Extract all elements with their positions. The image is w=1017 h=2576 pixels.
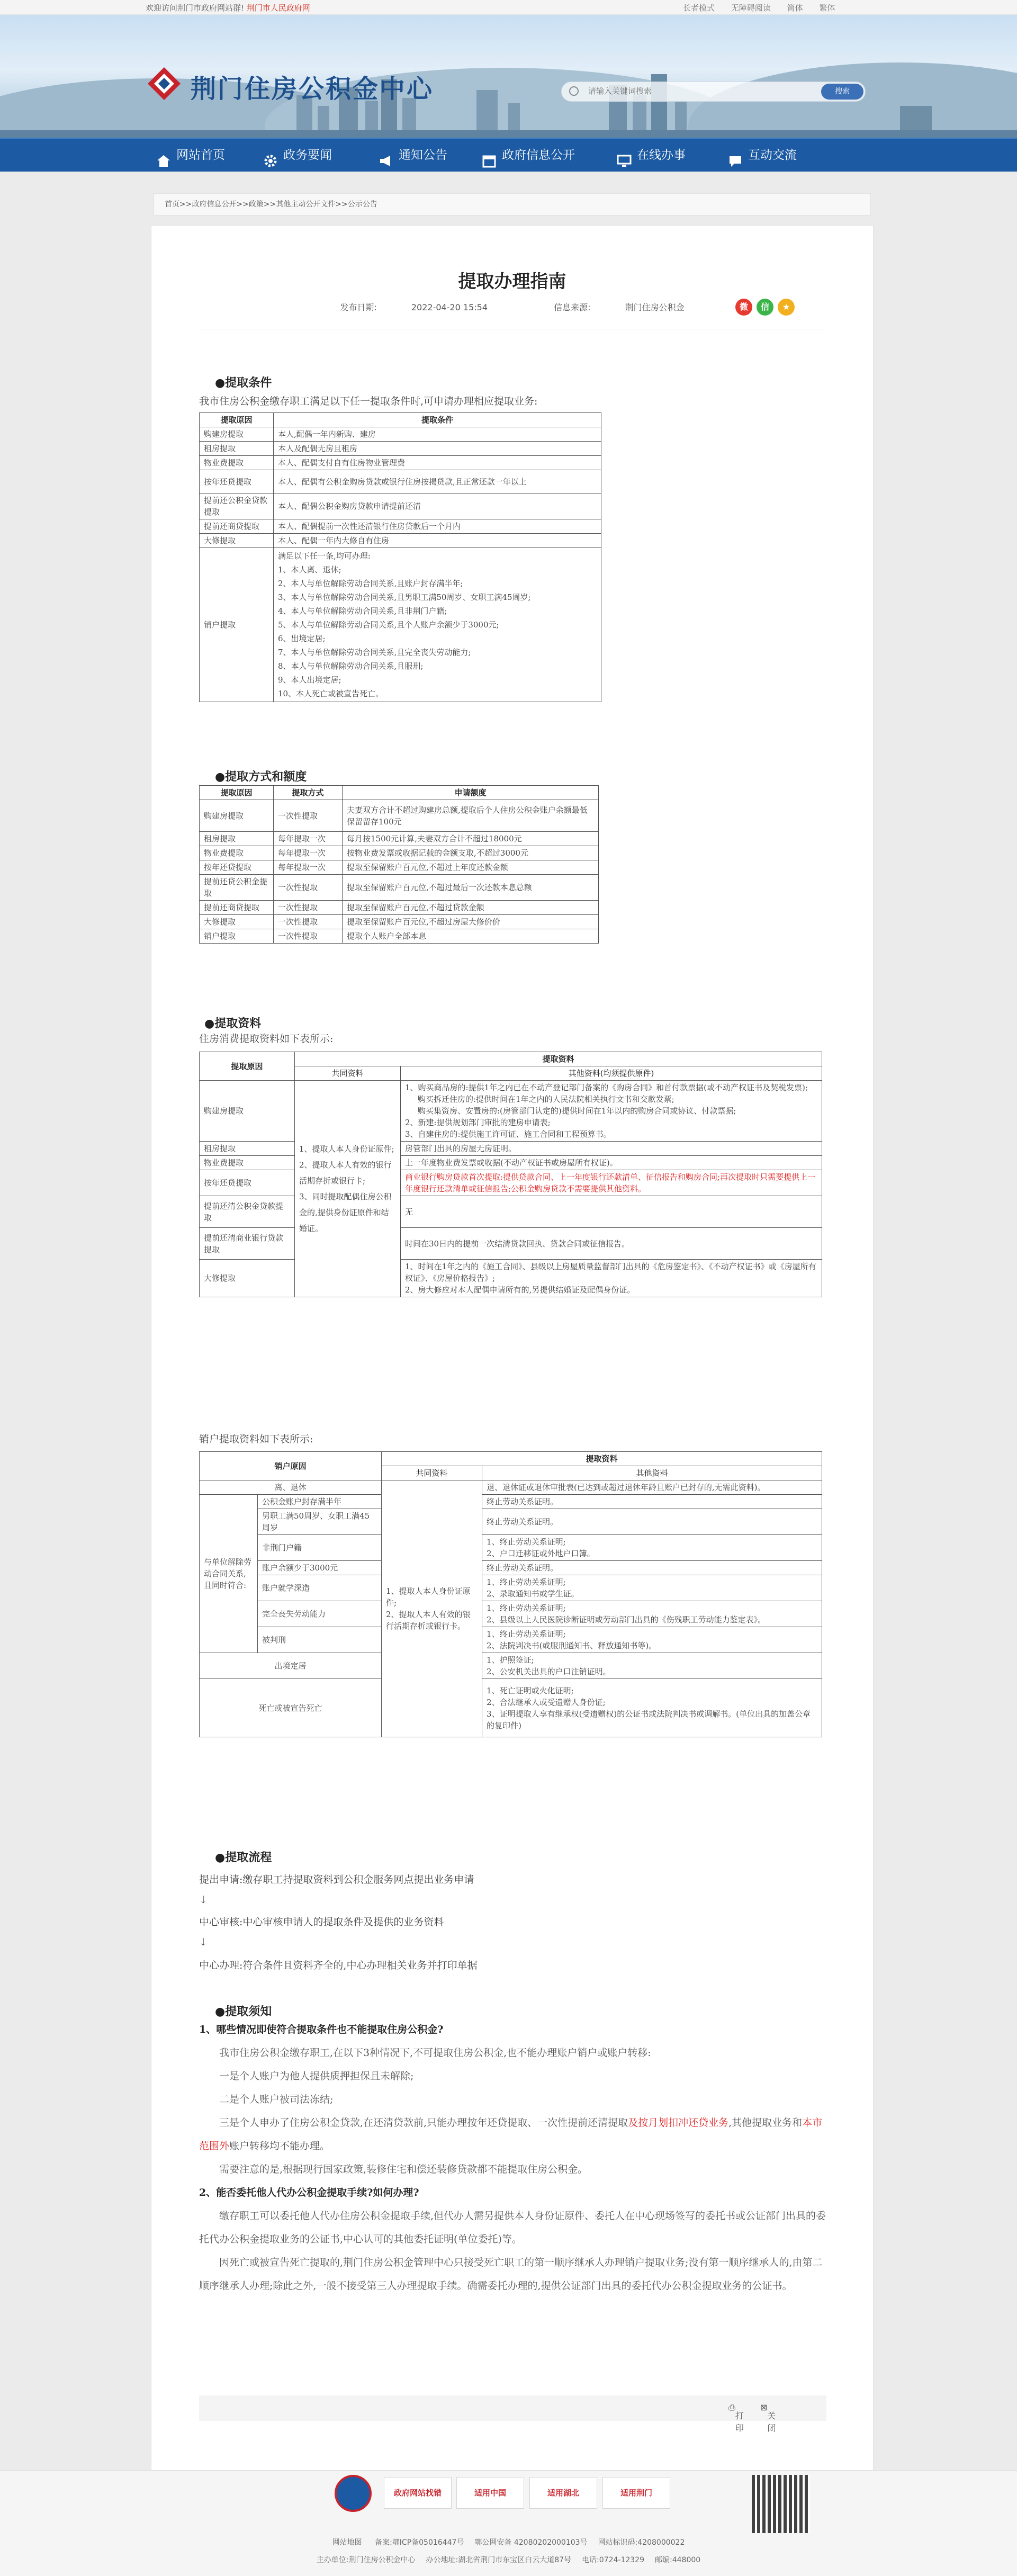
other-materials <box>401 1142 822 1156</box>
method-cell: 一次性提取 <box>274 800 343 832</box>
method-cell: 按年还贷提取 <box>200 860 274 875</box>
emblem-icon <box>146 65 183 102</box>
suit-china-badge[interactable]: 适用中国 <box>456 2477 524 2509</box>
closing-reason: 非荆门户籍 <box>258 1535 382 1561</box>
page-title: 提取办理指南 <box>458 271 566 292</box>
megaphone-icon <box>379 148 393 161</box>
closing-intro: 销户提取资料如下表所示: <box>199 1433 313 1445</box>
section-conditions-heading: ●提取条件 <box>215 376 272 390</box>
other-materials <box>482 1509 822 1535</box>
gov-site-error-badge[interactable]: 政府网站找错 <box>384 2477 452 2509</box>
table-row <box>200 470 601 493</box>
nav-interaction[interactable]: 互动交流 <box>728 139 797 172</box>
table-row <box>200 1170 822 1196</box>
material-item: 终止劳动关系证明。 <box>487 1497 559 1506</box>
material-item: 时间在30日内的提前一次结清贷款回执、贷款合同或征信报告。 <box>405 1238 630 1249</box>
condition-item: 1、本人离、退休; <box>278 565 341 575</box>
section-methods-heading: ●提取方式和额度 <box>215 770 307 784</box>
other-materials <box>482 1575 822 1601</box>
closing-table: 销户原因 提取资料 共同资料 其他资料 离、退休 1、提取人本人身份证原件; 2、提取人本人有效的银行活期存折或银行卡。 退、退休证或退休审批表(已达到或超过退休年龄且账户已封存的,无需此资料)。 与单位解除劳动合同关系,且同时符合: 公积金账户封存满半年 终止劳动关系证明。 男职工满50周岁、女职工满45周岁 终止劳动关系证明。 非荆门户籍 1、终止劳动关系证明; 2、户口迁移证或外地户口簿。 账户余额少于3000元 终止劳动关系证明。 账户就学深造 1、终止劳动关系证明; 2、录取通知书或学生证。 完全丧失劳动能力 1、终止劳动关系证明; 2、县级以上人民医院诊断证明或劳动部门出具的《伤残职工劳动能力鉴定表》。 被判刑 1、终止劳动关系证明; 2、法院判决书(或服刑通知书、释放通知书等)。 出境定居 1、护照签证; 2、公安机关出具的户口注销证明。 死亡或被宣告死亡 1、死亡证明或火化证明; 2、合法继承人或受遗赠人身份证; 3、证明提取人享有继承权(受遗赠权)的公证书或法院判决书或调解书。(单位出具的加盖公章的复印件) <box>199 1451 822 1737</box>
condition-text: 本人、配偶一年内大修自有住房 <box>274 534 601 548</box>
closing-reason: 完全丧失劳动能力 <box>258 1601 382 1627</box>
table-row <box>200 1081 822 1142</box>
method-cell: 一次性提取 <box>274 875 343 901</box>
traditional-link[interactable]: 繁体 <box>819 3 835 13</box>
other-materials <box>482 1561 822 1575</box>
table-row <box>200 1509 822 1535</box>
favorite-star-icon[interactable]: ★ <box>778 299 795 316</box>
method-cell: 夫妻双方合计不超过购建房总额,提取后个人住房公积金账户余额最低保留留存100元 <box>343 800 599 832</box>
section-process-heading: ●提取流程 <box>215 1851 272 1864</box>
other-materials <box>482 1535 822 1561</box>
material-reason: 购建房提取 <box>200 1081 295 1142</box>
condition-reason: 按年还贷提取 <box>200 470 274 493</box>
material-item: 2、公安机关出具的户口注销证明。 <box>487 1667 611 1676</box>
material-item: 1、死亡证明或火化证明; <box>487 1685 574 1695</box>
closing-reason: 账户余额少于3000元 <box>258 1561 382 1575</box>
monitor-icon <box>617 148 632 161</box>
table-row <box>200 442 601 456</box>
wechat-share-icon[interactable]: 信 <box>757 299 773 316</box>
table-row <box>200 548 601 702</box>
header-banner <box>0 15 1017 138</box>
condition-text: 本人、配偶支付自有住房物业管理费 <box>274 456 601 470</box>
weibo-share-icon[interactable]: 微 <box>735 299 752 316</box>
method-cell: 每年提取一次 <box>274 860 343 875</box>
table-row <box>200 846 599 860</box>
common-materials <box>382 1480 482 1737</box>
method-cell: 销户提取 <box>200 929 274 944</box>
table-row <box>200 1561 822 1575</box>
note-paragraph: 二是个人账户被司法冻结; <box>219 2094 334 2105</box>
material-item: 2、户口迁移证或外地户口簿。 <box>487 1549 595 1558</box>
table-row <box>200 832 599 846</box>
table-row <box>200 915 599 929</box>
method-cell: 提取至保留账户百元位,不超过上年度还款金额 <box>343 860 599 875</box>
table-row <box>200 534 601 548</box>
section-materials-heading: ●提取资料 <box>204 1017 262 1030</box>
table-row <box>200 1495 822 1509</box>
material-item: 1、护照签证; <box>487 1655 534 1665</box>
close-button[interactable]: ⊠ 关闭 <box>760 2402 776 2433</box>
common-item: 1、提取人本人身份证原件; <box>299 1144 394 1154</box>
condition-item: 9、本人出境定居; <box>278 675 341 685</box>
note-paragraph: 我市住房公积金缴存职工,在以下3种情况下,不可提取住房公积金,也不能办理账户销户或账户转移: <box>219 2047 651 2059</box>
footer-line-2: 主办单位:荆门住房公积金中心 办公地址:湖北省荆门市东宝区白云大道87号 电话:0724-12329 邮编:448000 <box>316 2556 701 2564</box>
sitemap-link[interactable]: 网站地图 <box>332 2538 362 2547</box>
conditions-intro: 我市住房公积金缴存职工满足以下任一提取条件时,可申请办理相应提取业务: <box>199 396 538 407</box>
process-arrow-2: ↓ <box>199 1936 208 1948</box>
search-button[interactable]: 搜索 <box>821 84 863 100</box>
material-item: 3、自建住房的:提供施工许可证、施工合同和工程预算书。 <box>405 1129 611 1139</box>
search-icon <box>569 86 579 96</box>
common-item: 1、提取人本人身份证原件; <box>386 1586 471 1608</box>
process-step-2: 中心审核:中心审核申请人的提取条件及提供的业务资料 <box>199 1916 444 1928</box>
table-row <box>200 929 599 944</box>
note-question-1: 1、哪些情况即使符合提取条件也不能提取住房公积金? <box>199 2024 444 2035</box>
common-item: 2、提取人本人有效的银行活期存折或银行卡。 <box>386 1610 471 1631</box>
table-row <box>200 1653 822 1679</box>
other-materials <box>401 1170 822 1196</box>
condition-item: 4、本人与单位解除劳动合同关系,且非荆门户籍; <box>278 606 447 616</box>
elder-mode-link[interactable]: 长者模式 <box>683 3 715 13</box>
material-reason: 按年还贷提取 <box>200 1170 295 1196</box>
material-reason: 提前还清商业银行贷款提取 <box>200 1228 295 1260</box>
material-item: 终止劳动关系证明。 <box>487 1563 559 1573</box>
notes-body <box>199 2018 826 2297</box>
simplified-link[interactable]: 简体 <box>787 3 803 13</box>
materials-table: 提取原因 提取资料 共同资料 其他资料(均须提供原件) 购建房提取 1、提取人本人身份证原件; 2、提取人本人有效的银行活期存折或银行卡; 3、同时提取配偶住房公积金的,提供身份证原件和结婚证。 1、购买商品房的:提供1年之内已在不动产登记部门备案的《购房合同》和首付款票据(或不动产权证书及契税发票); 购买拆迁住房的:提供时间在1年之内的人民法院相关执行文书和交款发票; 购买集资房、安置房的:(房管部门认定的)提供时间在1年以内的购房合同或协议、付款票据; 2、新建:提供规划部门审批的建房申请表; 3、自建住房的:提供施工许可证、施工合同和工程预算书。 租房提取 房管部门出具的房屋无房证明。 物业费提取 上一年度物业费发票或收据(不动产权证书或房屋所有权证)。 按年还贷提取 商业银行购房贷款首次提取:提供贷款合同、上一年度银行还款清单、征信报告和购房合同;再次提取时只需要提供上一年度银行还款清单或征信报告;公积金购房贷款不需要提供其他资料。 提前还清公积金贷款提取 无 提前还清商业银行贷款提取 时间在30日内的提前一次结清贷款回执、贷款合同或征信报告。 大修提取 1、时间在1年之内的《施工合同》、县级以上房屋质量监督部门出具的《危房鉴定书》、《不动产权证书》或《房屋所有权证》、《房屋价格报告》; 2、房大修应对本人配偶申请所有的,另提供结婚证及配偶身份证。 <box>199 1052 822 1297</box>
method-cell: 每年提取一次 <box>274 846 343 860</box>
table-row <box>200 1196 822 1228</box>
suit-hubei-badge[interactable]: 适用湖北 <box>529 2477 597 2509</box>
condition-item: 5、本人与单位解除劳动合同关系,且个人账户余额少于3000元; <box>278 620 499 630</box>
welcome-text: 欢迎访问荆门市政府网站群! 荆门市人民政府网 <box>146 3 310 13</box>
other-materials <box>482 1480 822 1495</box>
condition-reason: 提前还商贷提取 <box>200 519 274 534</box>
article-meta: 发布日期: 2022-04-20 15:54 信息来源: 荆门住房公积金 <box>340 302 685 312</box>
common-materials <box>295 1081 401 1297</box>
main-nav <box>0 138 1017 172</box>
material-item: 购买拆迁住房的:提供时间在1年之内的人民法院相关执行文书和交款发票; <box>418 1094 674 1104</box>
condition-reason: 租房提取 <box>200 442 274 456</box>
material-item: 1、时间在1年之内的《施工合同》、县级以上房屋质量监督部门出具的《危房鉴定书》、《不动产权证书》或《房屋所有权证》、《房屋价格报告》; <box>405 1262 816 1283</box>
condition-reason: 提前还公积金贷款提取 <box>200 493 274 519</box>
search-input[interactable] <box>588 87 789 96</box>
table-row <box>200 1260 822 1297</box>
table-row <box>200 1627 822 1653</box>
closing-group: 与单位解除劳动合同关系,且同时符合: <box>200 1495 258 1653</box>
accessibility-link[interactable]: 无障碍阅读 <box>731 3 771 13</box>
material-reason: 提前还清公积金贷款提取 <box>200 1196 295 1228</box>
material-item: 2、县级以上人民医院诊断证明或劳动部门出具的《伤残职工劳动能力鉴定表》。 <box>487 1615 766 1624</box>
method-cell: 提前还贷公积金提取 <box>200 875 274 901</box>
table-row <box>200 1156 822 1170</box>
note-paragraph: 因死亡或被宣告死亡提取的,荆门住房公积金管理中心只接受死亡职工的第一顺序继承人办理销户提取业务;没有第一顺序继承人的,由第二顺序继承人办理;除此之外,一般不接受第三人办理提取手续。确需委托办理的,提供公证部门出具的委托代办公积金提取业务的公证书。 <box>199 2257 823 2292</box>
table-row <box>200 456 601 470</box>
condition-reason: 购建房提取 <box>200 427 274 442</box>
table-row <box>200 493 601 519</box>
method-cell: 每年提取一次 <box>274 832 343 846</box>
other-materials <box>482 1495 822 1509</box>
note-question-2: 2、能否委托他人代办公积金提取手续?如何办理? <box>199 2187 419 2198</box>
material-item: 3、证明提取人享有继承权(受遗赠权)的公证书或法院判决书或调解书。(单位出具的加盖公章的复印件) <box>487 1709 811 1730</box>
table-row <box>200 860 599 875</box>
material-item: 退、退休证或退休审批表(已达到或超过退休年龄且账户已封存的,无需此资料)。 <box>487 1483 766 1492</box>
material-item: 无 <box>405 1207 413 1217</box>
conditions-table: 提取原因 提取条件 购建房提取 本人,配偶一年内新购、建房 租房提取 本人及配偶无房且租房 物业费提取 本人、配偶支付自有住房物业管理费 按年还贷提取 本人、配偶有公积金购房贷款或银行住房按揭贷款,且正常还款一年以上 提前还公积金贷款提取 本人、配偶公积金购房贷款申请提前还清 提前还商贷提取 本人、配偶提前一次性还清银行住房贷款后一个月内 大修提取 本人、配偶一年内大修自有住房 销户提取 满足以下任一条,均可办理: 1、本人离、退休; 2、本人与单位解除劳动合同关系,且账户封存满半年; 3、本人与单位解除劳动合同关系,且男职工满50周岁、女职工满45周岁; 4、本人与单位解除劳动合同关系,且非荆门户籍; 5、本人与单位解除劳动合同关系,且个人账户余额少于3000元; 6、出境定居; 7、本人与单位解除劳动合同关系,且完全丧失劳动能力; 8、本人与单位解除劳动合同关系,且服刑; 9、本人出境定居; 10、本人死亡或被宣告死亡。 <box>199 412 601 702</box>
condition-reason: 销户提取 <box>200 548 274 702</box>
material-reason: 租房提取 <box>200 1142 295 1156</box>
material-item: 商业银行购房贷款首次提取:提供贷款合同、上一年度银行还款清单、征信报告和购房合同;再次提取时只需要提供上一年度银行还款清单或征信报告;公积金购房贷款不需要提供其他资料。 <box>405 1172 816 1193</box>
qr-code-icon <box>752 2475 810 2533</box>
common-item: 2、提取人本人有效的银行活期存折或银行卡; <box>299 1160 392 1186</box>
nav-news[interactable]: 政务要闻 <box>263 139 332 172</box>
condition-text: 本人、配偶公积金购房贷款申请提前还清 <box>274 493 601 519</box>
method-cell: 按物业费发票或收据记载的金额支取,不超过3000元 <box>343 846 599 860</box>
material-item: 2、法院判决书(或服刑通知书、释放通知书等)。 <box>487 1641 657 1650</box>
suit-jingmen-badge[interactable]: 适用荆门 <box>602 2477 670 2509</box>
condition-item: 10、本人死亡或被宣告死亡。 <box>278 689 384 698</box>
closing-reason: 被判刑 <box>258 1627 382 1653</box>
method-cell: 一次性提取 <box>274 915 343 929</box>
process-step-1: 提出申请:缴存职工持提取资料到公积金服务网点提出业务申请 <box>199 1874 474 1886</box>
condition-reason: 大修提取 <box>200 534 274 548</box>
closing-reason: 公积金账户封存满半年 <box>258 1495 382 1509</box>
method-cell: 提前还商贷提取 <box>200 901 274 915</box>
table-row <box>200 1535 822 1561</box>
table-row <box>200 800 599 832</box>
site-name: 荆门住房公积金中心 <box>191 74 434 104</box>
table-row <box>200 1679 822 1737</box>
condition-item: 2、本人与单位解除劳动合同关系,且账户封存满半年; <box>278 579 463 588</box>
material-reason: 大修提取 <box>200 1260 295 1297</box>
note-paragraph: 需要注意的是,根据现行国家政策,装修住宅和偿还装修贷款都不能提取住房公积金。 <box>219 2164 588 2175</box>
chat-icon <box>728 148 743 161</box>
other-materials <box>482 1653 822 1679</box>
note-paragraph: 缴存职工可以委托他人代办住房公积金提取手续,但代办人需另提供本人身份证原件、委托人在中心现场签写的委托书或公证部门出具的委托代办公积金提取业务的公证书,中心认可的其他委托证明(单位委托)等。 <box>199 2210 826 2245</box>
section-notes-heading: ●提取须知 <box>215 2005 272 2018</box>
closing-reason: 男职工满50周岁、女职工满45周岁 <box>258 1509 382 1535</box>
other-materials <box>401 1156 822 1170</box>
closing-reason: 账户就学深造 <box>258 1575 382 1601</box>
nav-online-service[interactable]: 在线办事 <box>617 139 686 172</box>
material-reason: 物业费提取 <box>200 1156 295 1170</box>
note-paragraph: 三是个人申办了住房公积金贷款,在还清贷款前,只能办理按年还贷提取、一次性提前还清提取及按月划扣冲还贷业务,其他提取业务和本市范围外账户转移均不能办理。 <box>199 2117 823 2152</box>
footer <box>0 2470 1017 2576</box>
condition-text: 本人,配偶一年内新购、建房 <box>274 427 601 442</box>
search-box <box>561 82 866 102</box>
nav-home[interactable]: 网站首页 <box>156 139 225 172</box>
top-links <box>683 2 849 13</box>
table-row <box>200 901 599 915</box>
other-materials <box>401 1260 822 1297</box>
table-row <box>200 1142 822 1156</box>
condition-text: 本人、配偶有公积金购房贷款或银行住房按揭贷款,且正常还款一年以上 <box>274 470 601 493</box>
method-cell: 提取至保留账户百元位,不超过房屋大修价价 <box>343 915 599 929</box>
material-item: 2、合法继承人或受遗赠人身份证; <box>487 1697 606 1707</box>
condition-item: 3、本人与单位解除劳动合同关系,且男职工满50周岁、女职工满45周岁; <box>278 593 531 602</box>
other-materials <box>401 1228 822 1260</box>
home-icon <box>156 148 171 161</box>
method-cell: 物业费提取 <box>200 846 274 860</box>
condition-intro: 满足以下任一条,均可办理: <box>278 551 371 561</box>
material-item: 1、购买商品房的:提供1年之内已在不动产登记部门备案的《购房合同》和首付款票据(或不动产权证书及契税发票); <box>405 1083 808 1092</box>
table-row <box>200 1601 822 1627</box>
methods-table: 提取原因 提取方式 申请额度 购建房提取 一次性提取 夫妻双方合计不超过购建房总额,提取后个人住房公积金账户余额最低保留留存100元 租房提取 每年提取一次 每月按1500元计算,夫妻双方合计不超过18000元 物业费提取 每年提取一次 按物业费发票或收据记载的金额支取,不超过3000元 按年还贷提取 每年提取一次 提取至保留账户百元位,不超过上年度还款金额 提前还贷公积金提取 一次性提取 提取至保留账户百元位,不超过最后一次还款本息总额 提前还商贷提取 一次性提取 提取至保留账户百元位,不超过贷款金额 大修提取 一次性提取 提取至保留账户百元位,不超过房屋大修价价 销户提取 一次性提取 提取个人账户全部本息 <box>199 785 599 944</box>
condition-item: 7、本人与单位解除劳动合同关系,且完全丧失劳动能力; <box>278 648 471 657</box>
material-item: 1、终止劳动关系证明; <box>487 1537 566 1547</box>
condition-text: 本人、配偶提前一次性还清银行住房贷款后一个月内 <box>274 519 601 534</box>
process-step-3: 中心办理:符合条件且资料齐全的,中心办理相关业务并打印单据 <box>199 1960 478 1971</box>
method-cell: 提取至保留账户百元位,不超过最后一次还款本息总额 <box>343 875 599 901</box>
process-arrow-1: ↓ <box>199 1894 208 1906</box>
other-materials <box>401 1196 822 1228</box>
condition-list <box>274 548 601 702</box>
article-card <box>151 225 874 2481</box>
material-item: 购买集资房、安置房的:(房管部门认定的)提供时间在1年以内的购房合同或协议、付款票据; <box>418 1106 736 1116</box>
top-bar <box>0 0 1017 15</box>
info-source: 荆门住房公积金 <box>625 302 685 312</box>
condition-text: 本人及配偶无房且租房 <box>274 442 601 456</box>
method-cell: 提取个人账户全部本息 <box>343 929 599 944</box>
common-item: 3、同时提取配偶住房公积金的,提供身份证原件和结婚证。 <box>299 1192 392 1233</box>
material-item: 1、终止劳动关系证明; <box>487 1629 566 1639</box>
material-item: 2、新建:提供规划部门审批的建房申请表; <box>405 1118 551 1127</box>
material-item: 2、录取通知书或学生证。 <box>487 1589 579 1599</box>
other-materials <box>401 1081 822 1142</box>
closing-reason: 死亡或被宣告死亡 <box>200 1679 382 1737</box>
nav-notices[interactable]: 通知公告 <box>379 139 447 172</box>
material-item: 1、终止劳动关系证明; <box>487 1577 566 1587</box>
closing-reason: 离、退休 <box>200 1480 382 1495</box>
materials-intro: 住房消费提取资料如下表所示: <box>199 1033 334 1045</box>
table-row <box>200 875 599 901</box>
gov-link[interactable]: 荆门市人民政府网 <box>246 3 310 13</box>
table-row <box>200 1480 822 1495</box>
closing-reason: 出境定居 <box>200 1653 382 1679</box>
material-item: 房管部门出具的房屋无房证明。 <box>405 1144 517 1153</box>
other-materials <box>482 1601 822 1627</box>
method-cell: 每月按1500元计算,夫妻双方合计不超过18000元 <box>343 832 599 846</box>
note-paragraph: 一是个人账户为他人提供质押担保且未解除; <box>219 2070 414 2082</box>
condition-item: 8、本人与单位解除劳动合同关系,且服刑; <box>278 661 424 671</box>
party-gov-badge-icon[interactable] <box>335 2475 372 2512</box>
material-item: 1、终止劳动关系证明; <box>487 1603 566 1613</box>
other-materials <box>482 1679 822 1737</box>
material-item: 2、房大修应对本人配偶申请所有的,另提供结婚证及配偶身份证。 <box>405 1285 635 1295</box>
method-cell: 一次性提取 <box>274 929 343 944</box>
nav-gov-info[interactable]: 政府信息公开 <box>482 139 575 172</box>
material-item: 上一年度物业费发票或收据(不动产权证书或房屋所有权证)。 <box>405 1158 618 1168</box>
print-button[interactable]: ⎙ 打印 <box>728 2402 744 2433</box>
method-cell: 大修提取 <box>200 915 274 929</box>
other-materials <box>482 1627 822 1653</box>
table-row <box>200 519 601 534</box>
condition-reason: 物业费提取 <box>200 456 274 470</box>
material-item: 终止劳动关系证明。 <box>487 1517 559 1527</box>
print-bar <box>199 2395 826 2433</box>
method-cell: 租房提取 <box>200 832 274 846</box>
method-cell: 购建房提取 <box>200 800 274 832</box>
calendar-icon <box>482 148 497 161</box>
footer-line-1: 网站地图 备案:鄂ICP备05016447号 鄂公网安备 42080202000103号 网站标识码:4208000022 <box>332 2538 685 2547</box>
method-cell: 一次性提取 <box>274 901 343 915</box>
method-cell: 提取至保留账户百元位,不超过贷款金额 <box>343 901 599 915</box>
gear-icon <box>263 148 278 161</box>
table-row <box>200 1575 822 1601</box>
condition-item: 6、出境定居; <box>278 634 326 643</box>
table-row <box>200 427 601 442</box>
breadcrumb: 首页>>政府信息公开>>政策>>其他主动公开文件>>公示公告 <box>154 193 871 216</box>
table-row <box>200 1228 822 1260</box>
publish-date: 2022-04-20 15:54 <box>411 302 488 312</box>
